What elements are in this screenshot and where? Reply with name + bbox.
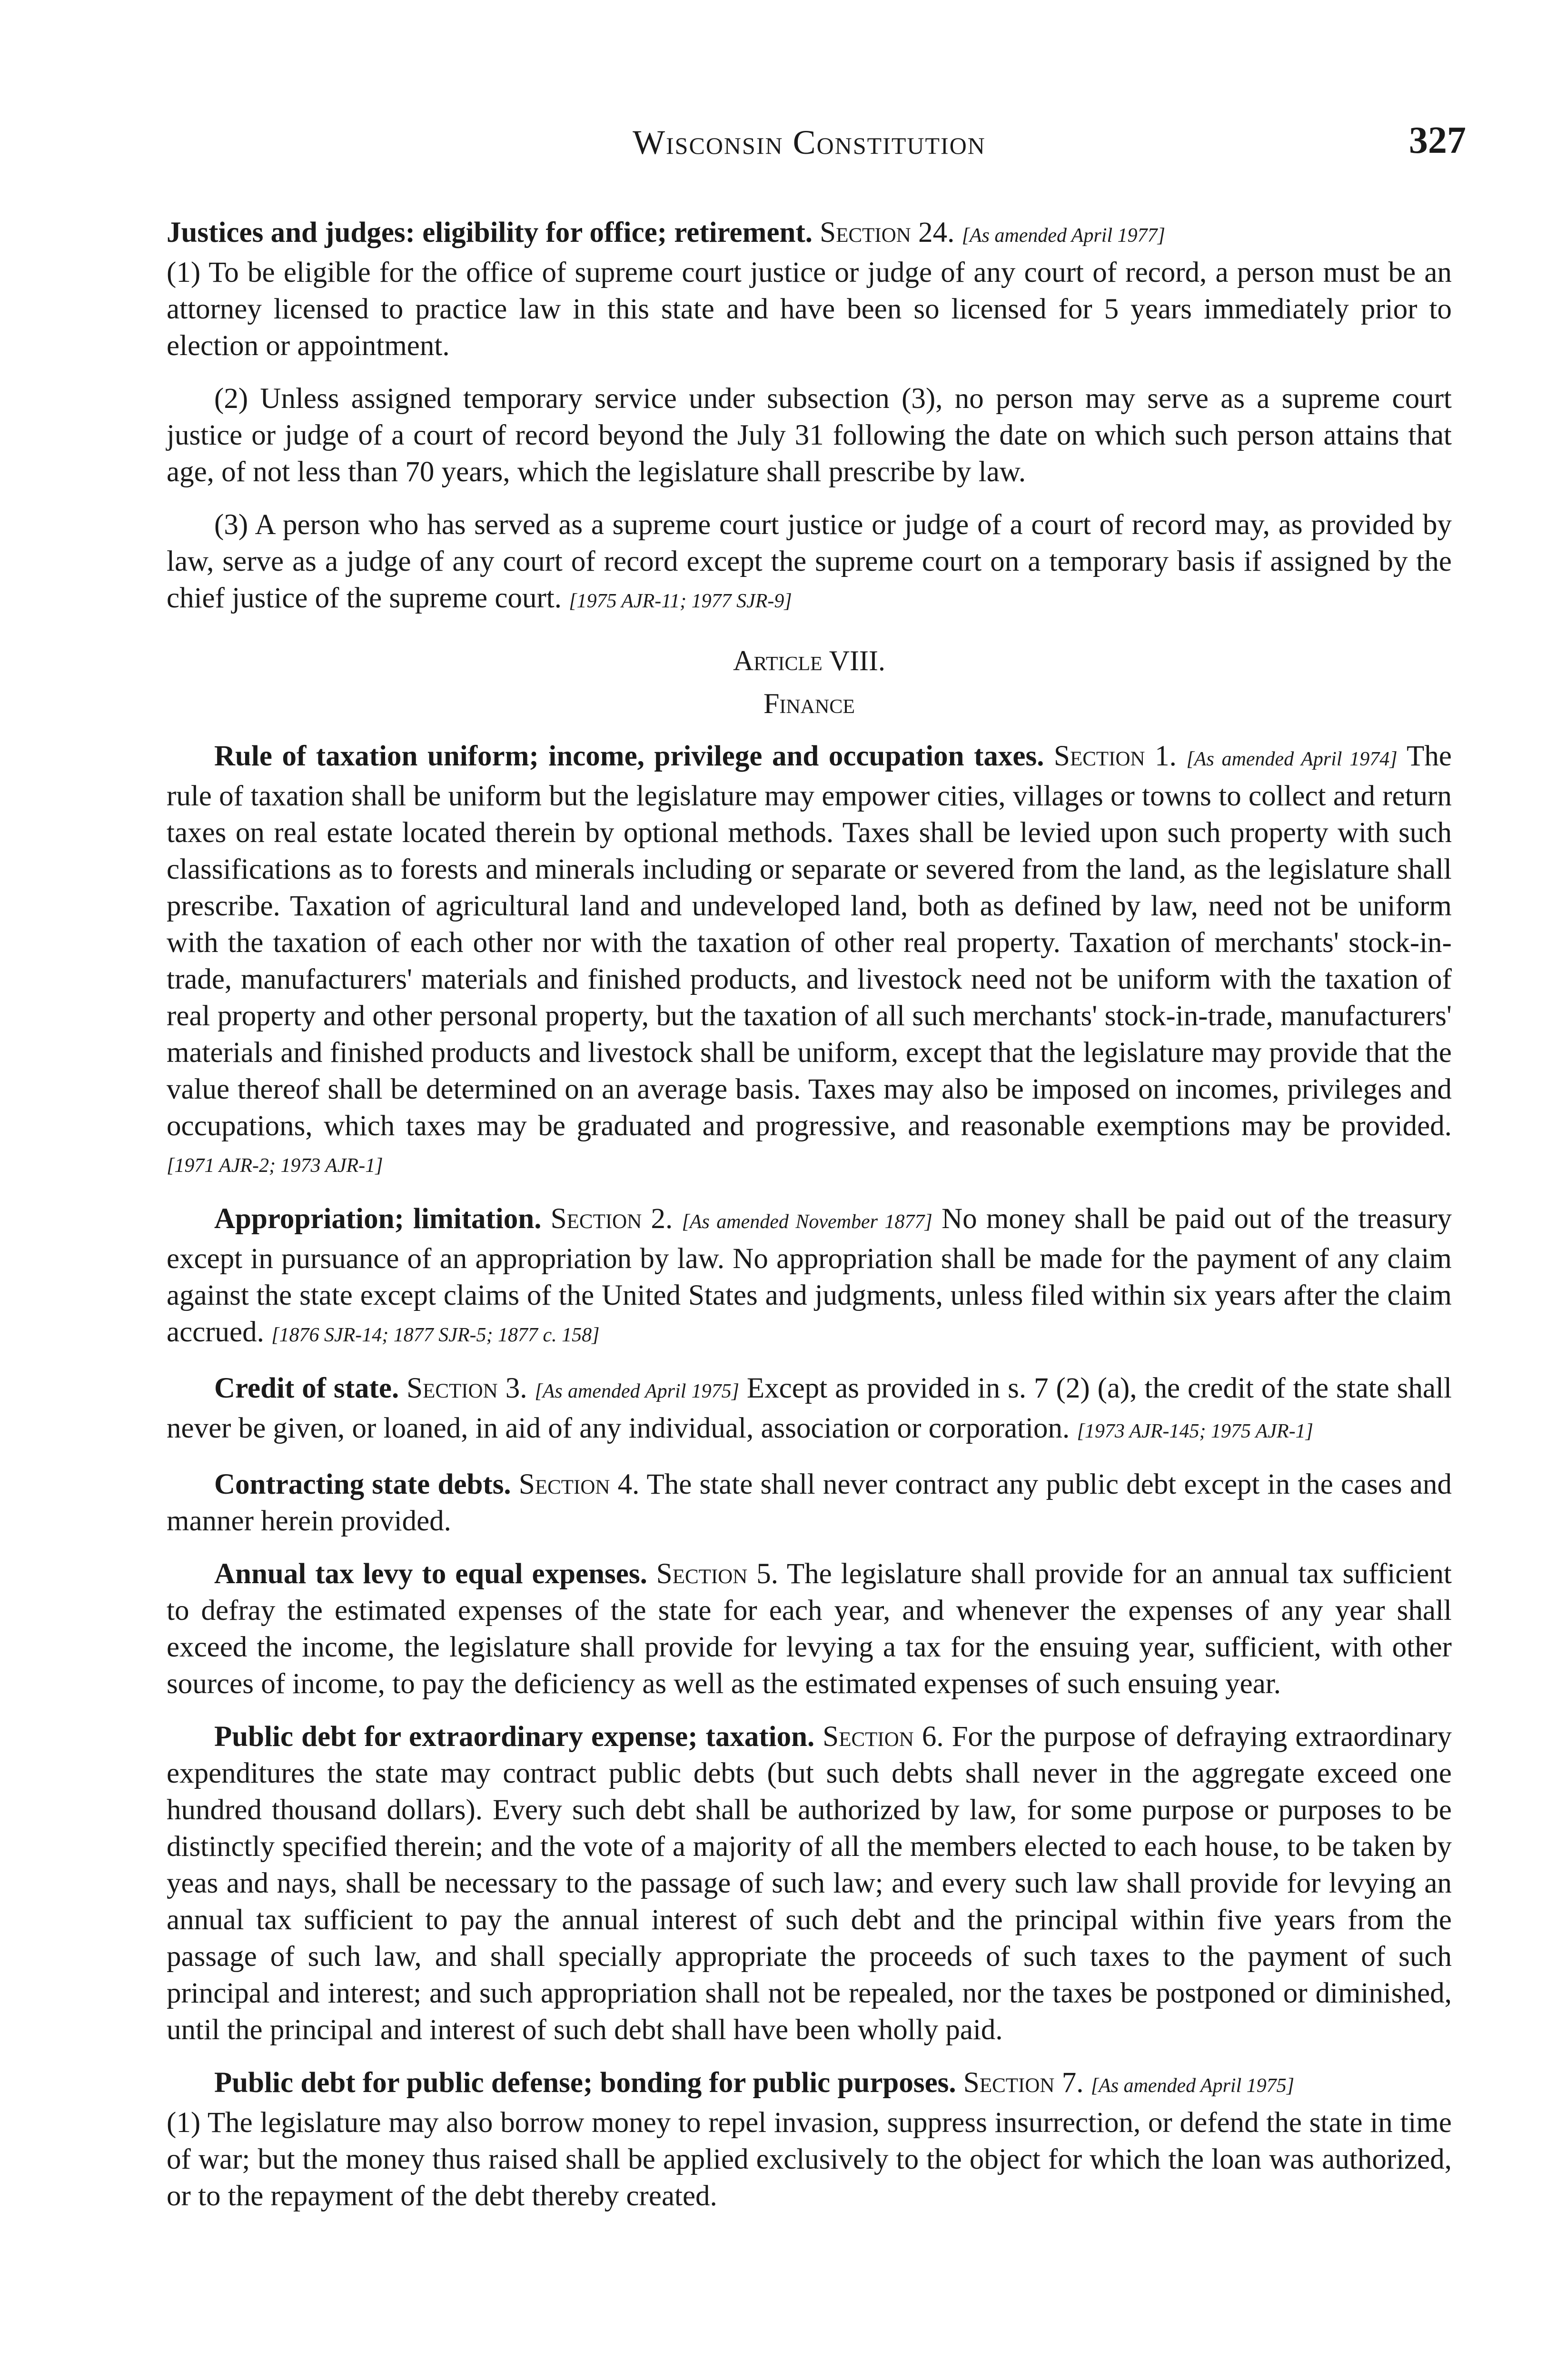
section-24-sub-3 bbox=[167, 506, 1452, 620]
section-heading: Public debt for extraordinary expense; taxation. bbox=[214, 1721, 815, 1753]
section-heading: Public debt for public defense; bonding for public purposes. bbox=[214, 2067, 956, 2099]
section-text: No money shall be paid out of the treasury except in pursuance of an appropriation by law. No appropriation shall be made for the payment of any claim against the state except claims of the United States and judgments, unless filed within six years after the claim accrued. bbox=[167, 1203, 1452, 1348]
section-text: The rule of taxation shall be uniform but the legislature may empower cities, villages or towns to collect and return taxes on real estate located therein by optional methods. Taxes shall be levied upon such property with such classifications as to forests and minerals including or separate or severed from the land, as the legislature shall prescribe. Taxation of agricultural land and undeveloped land, both as defined by law, need not be uniform with the taxation of each other nor with the taxation of other real property. Taxation of merchants' stock-in-trade, manufacturers' materials and finished products, and livestock need not be uniform with the taxation of real property and other personal property, but the taxation of all such merchants' stock-in-trade, manufacturers' materials and finished products and livestock shall be uniform, except that the legislature may provide that the value thereof shall be determined on an average basis. Taxes may also be imposed on incomes, privileges and occupations, which taxes may be graduated and progressive, and reasonable exemptions may be provided. bbox=[167, 740, 1452, 1142]
section-text: For the purpose of defraying extraordinary expenditures the state may contract public debts (but such debts shall never in the aggregate exceed one hundred thousand dollars). Every such debt shall be authorized by law, for some purpose or purposes to be distinctly specified therein; and the vote of a majority of all the members elected to each house, to be taken by yeas and nays, shall be necessary to the passage of such law; and every such law shall provide for levying an annual tax sufficient to pay the annual interest of such debt and the principal within five years from the passage of such law, and shall specially appropriate the proceeds of such taxes to the payment of such principal and interest; and such appropriation shall not be repealed, nor the taxes be postponed or diminished, until the principal and interest of such debt shall have been wholly paid. bbox=[167, 1721, 1452, 2046]
section-6 bbox=[167, 1718, 1452, 2048]
section-number: Section 3. bbox=[406, 1372, 527, 1404]
section-24-sub-2 bbox=[167, 380, 1452, 490]
section-3 bbox=[167, 1370, 1452, 1450]
amendment-note: [As amended November 1877] bbox=[682, 1211, 932, 1233]
section-number: Section 7. bbox=[963, 2067, 1084, 2099]
section-heading: Justices and judges: eligibility for office; retirement. bbox=[167, 217, 813, 248]
subsection-2: (2) Unless assigned temporary service under subsection (3), no person may serve as a supreme court justice or judge of a court of record beyond the July 31 following the date on which such person attains that age, of not less than 70 years, which the legislature shall prescribe by law. bbox=[167, 383, 1452, 488]
page-number: 327 bbox=[1409, 119, 1466, 161]
amendment-note: [As amended April 1974] bbox=[1186, 748, 1397, 770]
section-heading: Rule of taxation uniform; income, privilege and occupation taxes. bbox=[214, 740, 1044, 772]
section-heading: Annual tax levy to equal expenses. bbox=[214, 1558, 647, 1590]
section-number: Section 5. bbox=[656, 1558, 779, 1590]
section-number: Section 6. bbox=[823, 1721, 944, 1753]
section-2 bbox=[167, 1200, 1452, 1354]
section-number: Section 2. bbox=[550, 1203, 673, 1235]
section-7 bbox=[167, 2064, 1452, 2214]
subsection-1: (1) To be eligible for the office of supreme court justice or judge of any court of record, a person must be an attorney licensed to practice law in this state and have been so licensed for 5 years immediately prior to election or appointment. bbox=[167, 257, 1452, 362]
citation: [1876 SJR-14; 1877 SJR-5; 1877 c. 158] bbox=[271, 1324, 600, 1346]
section-1 bbox=[167, 738, 1452, 1184]
section-text: The legislature shall provide for an annual tax sufficient to defray the estimated expenses of the state for each year, and whenever the expenses of any year shall exceed the income, the legislature shall provide for levying a tax for the ensuing year, sufficient, with other sources of income, to pay the deficiency as well as the estimated expenses of such ensuing year. bbox=[167, 1558, 1452, 1700]
page-content bbox=[167, 214, 1452, 2231]
section-heading: Appropriation; limitation. bbox=[214, 1203, 542, 1235]
section-number: Section 24. bbox=[820, 217, 955, 248]
section-number: Section 4. bbox=[518, 1468, 640, 1500]
section-heading: Contracting state debts. bbox=[214, 1468, 511, 1500]
article-title: Finance bbox=[763, 688, 855, 719]
article-number: Article VIII. bbox=[733, 645, 885, 676]
section-heading: Credit of state. bbox=[214, 1372, 399, 1404]
section-4 bbox=[167, 1466, 1452, 1539]
section-5 bbox=[167, 1556, 1452, 1702]
amendment-note: [As amended April 1975] bbox=[535, 1380, 739, 1402]
amendment-note: [As amended April 1975] bbox=[1090, 2075, 1295, 2097]
section-24-intro bbox=[167, 214, 1452, 364]
section-text: The state shall never contract any public debt except in the cases and manner herein provided. bbox=[167, 1468, 1452, 1537]
section-number: Section 1. bbox=[1054, 740, 1177, 772]
subsection-3: (3) A person who has served as a supreme court justice or judge of a court of record may, as provided by law, serve as a judge of any court of record except the supreme court on a temporary basis if assigned by the chief justice of the supreme court. bbox=[167, 509, 1452, 614]
citation: [1973 AJR-145; 1975 AJR-1] bbox=[1077, 1420, 1314, 1442]
citation: [1971 AJR-2; 1973 AJR-1] bbox=[167, 1155, 383, 1177]
amendment-note: [As amended April 1977] bbox=[961, 225, 1165, 247]
section-text: Except as provided in s. 7 (2) (a), the credit of the state shall never be given, or loaned, in aid of any individual, association or corporation. bbox=[167, 1372, 1452, 1444]
subsection-1: (1) The legislature may also borrow money to repel invasion, suppress insurrection, or defend the state in time of war; but the money thus raised shall be applied exclusively to the object for which the loan was authorized, or to the repayment of the debt thereby created. bbox=[167, 2107, 1452, 2212]
citation: [1975 AJR-11; 1977 SJR-9] bbox=[569, 590, 792, 612]
running-title: Wisconsin Constitution bbox=[633, 123, 986, 161]
